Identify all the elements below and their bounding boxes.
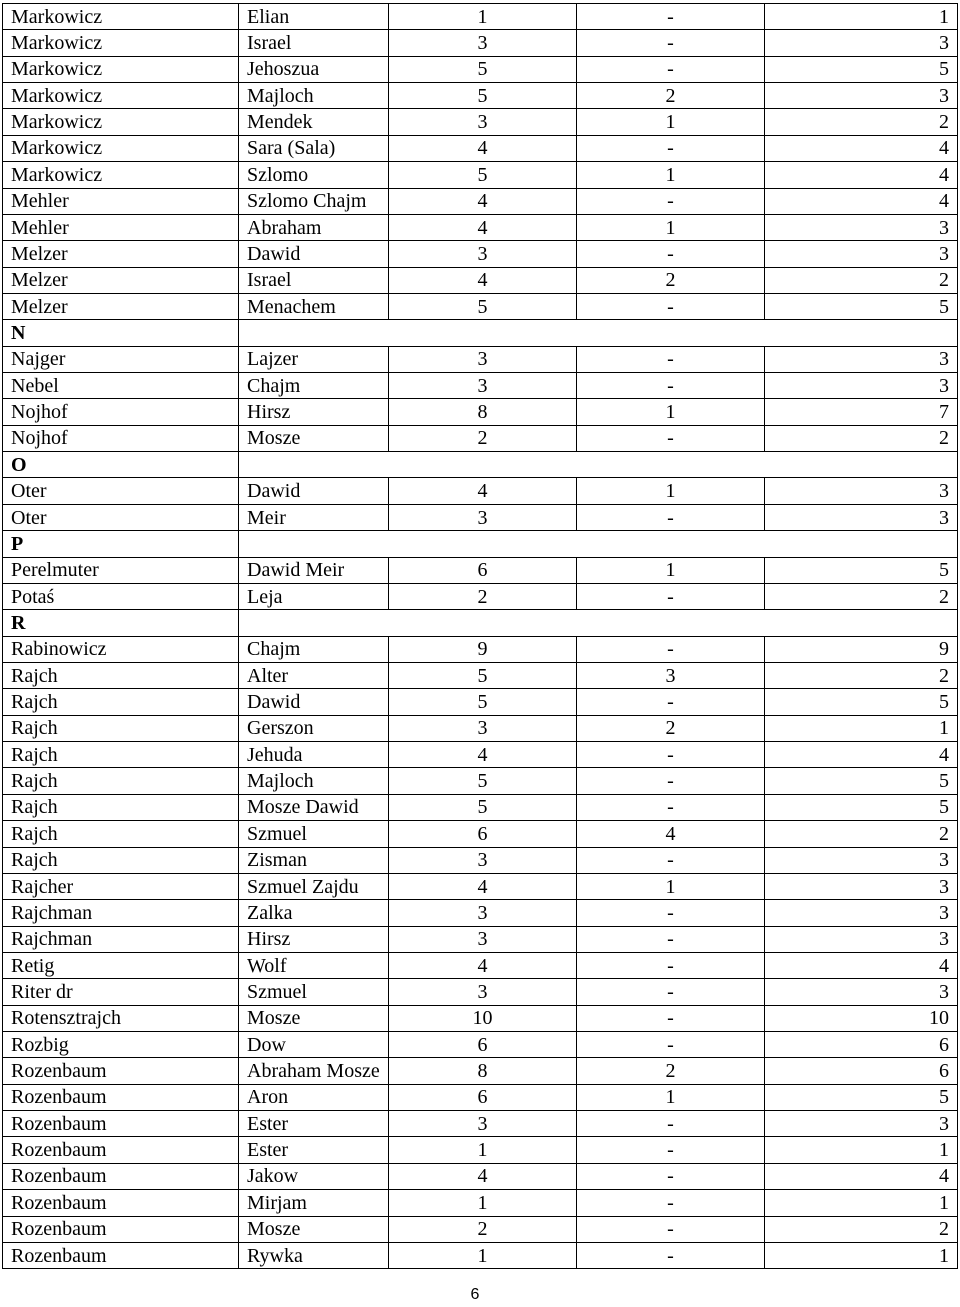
count-third-cell: 2: [765, 109, 958, 135]
given-name-cell: Jehuda: [239, 742, 389, 768]
count-second-cell: 2: [577, 715, 765, 741]
table-row: [3, 1005, 958, 1031]
given-name-cell: Israel: [239, 30, 389, 56]
count-second-cell: -: [577, 1005, 765, 1031]
count-third-cell: 3: [765, 873, 958, 899]
count-second-cell: -: [577, 1032, 765, 1058]
given-name-cell: Mendek: [239, 109, 389, 135]
count-second-cell: -: [577, 900, 765, 926]
count-second-cell: 2: [577, 267, 765, 293]
count-second-cell: 1: [577, 557, 765, 583]
table-row: [3, 293, 958, 319]
table-row: [3, 188, 958, 214]
count-total-cell: 4: [389, 952, 577, 978]
count-second-cell: -: [577, 742, 765, 768]
table-row: [3, 715, 958, 741]
section-letter-spacer: [239, 320, 958, 346]
count-third-cell: 3: [765, 504, 958, 530]
count-third-cell: 5: [765, 794, 958, 820]
count-total-cell: 5: [389, 662, 577, 688]
surname-cell: Rajch: [3, 715, 239, 741]
surname-cell: Markowicz: [3, 56, 239, 82]
count-total-cell: 1: [389, 1242, 577, 1268]
given-name-cell: Szmuel: [239, 821, 389, 847]
table-row: [3, 4, 958, 30]
count-third-cell: 3: [765, 847, 958, 873]
count-third-cell: 2: [765, 821, 958, 847]
surname-cell: Rajch: [3, 662, 239, 688]
count-third-cell: 1: [765, 1242, 958, 1268]
table-row: [3, 1163, 958, 1189]
surname-cell: Rozbig: [3, 1032, 239, 1058]
count-total-cell: 6: [389, 557, 577, 583]
table-row: [3, 847, 958, 873]
given-name-cell: Jakow: [239, 1163, 389, 1189]
count-second-cell: -: [577, 689, 765, 715]
count-third-cell: 4: [765, 162, 958, 188]
count-total-cell: 4: [389, 135, 577, 161]
count-third-cell: 3: [765, 214, 958, 240]
table-row: [3, 30, 958, 56]
given-name-cell: Zalka: [239, 900, 389, 926]
given-name-cell: Lajzer: [239, 346, 389, 372]
count-second-cell: -: [577, 952, 765, 978]
given-name-cell: Abraham Mosze: [239, 1058, 389, 1084]
given-name-cell: Szlomo Chajm: [239, 188, 389, 214]
section-letter: R: [3, 610, 239, 636]
count-second-cell: -: [577, 4, 765, 30]
count-third-cell: 4: [765, 1163, 958, 1189]
surname-cell: Potaś: [3, 583, 239, 609]
count-second-cell: 3: [577, 662, 765, 688]
count-third-cell: 2: [765, 662, 958, 688]
count-second-cell: -: [577, 373, 765, 399]
count-second-cell: -: [577, 847, 765, 873]
count-third-cell: 3: [765, 30, 958, 56]
count-second-cell: 1: [577, 399, 765, 425]
count-third-cell: 4: [765, 742, 958, 768]
surname-cell: Markowicz: [3, 135, 239, 161]
table-row: [3, 56, 958, 82]
count-third-cell: 6: [765, 1032, 958, 1058]
table-row: [3, 83, 958, 109]
surname-cell: Rozenbaum: [3, 1216, 239, 1242]
count-total-cell: 5: [389, 768, 577, 794]
count-second-cell: -: [577, 30, 765, 56]
count-second-cell: -: [577, 346, 765, 372]
surname-cell: Mehler: [3, 214, 239, 240]
given-name-cell: Majloch: [239, 768, 389, 794]
page-number: 6: [470, 1286, 480, 1303]
surname-cell: Najger: [3, 346, 239, 372]
surname-cell: Melzer: [3, 241, 239, 267]
section-letter: N: [3, 320, 239, 346]
count-third-cell: 4: [765, 952, 958, 978]
count-third-cell: 3: [765, 373, 958, 399]
count-second-cell: -: [577, 768, 765, 794]
surname-cell: Melzer: [3, 267, 239, 293]
count-total-cell: 4: [389, 1163, 577, 1189]
given-name-cell: Alter: [239, 662, 389, 688]
count-total-cell: 1: [389, 4, 577, 30]
given-name-cell: Szlomo: [239, 162, 389, 188]
table-row: [3, 214, 958, 240]
count-third-cell: 2: [765, 267, 958, 293]
surname-cell: Rozenbaum: [3, 1084, 239, 1110]
table-row: [3, 109, 958, 135]
given-name-cell: Dow: [239, 1032, 389, 1058]
count-second-cell: -: [577, 1137, 765, 1163]
count-second-cell: 1: [577, 1084, 765, 1110]
count-total-cell: 3: [389, 241, 577, 267]
table-row: [3, 926, 958, 952]
table-row: [3, 162, 958, 188]
given-name-cell: Hirsz: [239, 926, 389, 952]
count-total-cell: 3: [389, 30, 577, 56]
count-second-cell: 2: [577, 1058, 765, 1084]
table-row: [3, 135, 958, 161]
count-second-cell: -: [577, 1163, 765, 1189]
given-name-cell: Mosze: [239, 1216, 389, 1242]
count-third-cell: 3: [765, 83, 958, 109]
count-third-cell: 9: [765, 636, 958, 662]
count-total-cell: 5: [389, 293, 577, 319]
table-row: [3, 346, 958, 372]
count-third-cell: 4: [765, 135, 958, 161]
count-second-cell: 1: [577, 214, 765, 240]
count-third-cell: 6: [765, 1058, 958, 1084]
count-third-cell: 1: [765, 1190, 958, 1216]
count-third-cell: 1: [765, 1137, 958, 1163]
surname-cell: Rajcher: [3, 873, 239, 899]
given-name-cell: Menachem: [239, 293, 389, 319]
section-letter-row: [3, 320, 958, 346]
surname-cell: Rajch: [3, 794, 239, 820]
count-total-cell: 9: [389, 636, 577, 662]
surname-cell: Riter dr: [3, 979, 239, 1005]
count-total-cell: 3: [389, 900, 577, 926]
surname-cell: Rozenbaum: [3, 1111, 239, 1137]
count-second-cell: -: [577, 794, 765, 820]
count-total-cell: 3: [389, 1111, 577, 1137]
surname-cell: Rajch: [3, 742, 239, 768]
table-row: [3, 1190, 958, 1216]
given-name-cell: Sara (Sala): [239, 135, 389, 161]
surname-cell: Rozenbaum: [3, 1058, 239, 1084]
count-total-cell: 1: [389, 1137, 577, 1163]
section-letter-row: [3, 610, 958, 636]
count-total-cell: 8: [389, 399, 577, 425]
count-second-cell: -: [577, 188, 765, 214]
count-second-cell: -: [577, 979, 765, 1005]
table-row: [3, 662, 958, 688]
table-row: [3, 768, 958, 794]
section-letter-spacer: [239, 531, 958, 557]
roster-table-body: [3, 4, 958, 1269]
count-second-cell: 1: [577, 162, 765, 188]
roster-table: [2, 3, 958, 1269]
count-third-cell: 5: [765, 768, 958, 794]
count-total-cell: 4: [389, 873, 577, 899]
given-name-cell: Ester: [239, 1137, 389, 1163]
count-second-cell: -: [577, 1190, 765, 1216]
count-second-cell: -: [577, 1216, 765, 1242]
count-total-cell: 4: [389, 267, 577, 293]
count-total-cell: 5: [389, 794, 577, 820]
table-row: [3, 399, 958, 425]
count-total-cell: 3: [389, 346, 577, 372]
given-name-cell: Mosze Dawid: [239, 794, 389, 820]
count-second-cell: -: [577, 1111, 765, 1137]
given-name-cell: Szmuel: [239, 979, 389, 1005]
given-name-cell: Chajm: [239, 636, 389, 662]
surname-cell: Rotensztrajch: [3, 1005, 239, 1031]
surname-cell: Rajch: [3, 847, 239, 873]
count-second-cell: -: [577, 135, 765, 161]
given-name-cell: Gerszon: [239, 715, 389, 741]
table-row: [3, 1216, 958, 1242]
count-second-cell: -: [577, 636, 765, 662]
table-row: [3, 1137, 958, 1163]
surname-cell: Rozenbaum: [3, 1137, 239, 1163]
count-total-cell: 2: [389, 1216, 577, 1242]
count-third-cell: 1: [765, 715, 958, 741]
count-total-cell: 5: [389, 83, 577, 109]
count-total-cell: 5: [389, 162, 577, 188]
given-name-cell: Hirsz: [239, 399, 389, 425]
table-row: [3, 583, 958, 609]
count-total-cell: 10: [389, 1005, 577, 1031]
table-row: [3, 636, 958, 662]
count-total-cell: 3: [389, 847, 577, 873]
count-total-cell: 3: [389, 926, 577, 952]
table-row: [3, 873, 958, 899]
count-total-cell: 5: [389, 689, 577, 715]
table-row: [3, 557, 958, 583]
count-total-cell: 2: [389, 425, 577, 451]
given-name-cell: Israel: [239, 267, 389, 293]
table-row: [3, 794, 958, 820]
given-name-cell: Aron: [239, 1084, 389, 1110]
count-second-cell: 2: [577, 83, 765, 109]
given-name-cell: Leja: [239, 583, 389, 609]
given-name-cell: Ester: [239, 1111, 389, 1137]
surname-cell: Perelmuter: [3, 557, 239, 583]
surname-cell: Nojhof: [3, 399, 239, 425]
section-letter-row: [3, 452, 958, 478]
count-third-cell: 2: [765, 425, 958, 451]
table-row: [3, 425, 958, 451]
table-row: [3, 952, 958, 978]
surname-cell: Rabinowicz: [3, 636, 239, 662]
table-row: [3, 689, 958, 715]
surname-cell: Rozenbaum: [3, 1163, 239, 1189]
count-total-cell: 8: [389, 1058, 577, 1084]
count-second-cell: -: [577, 293, 765, 319]
surname-cell: Nebel: [3, 373, 239, 399]
count-third-cell: 5: [765, 689, 958, 715]
given-name-cell: Zisman: [239, 847, 389, 873]
count-total-cell: 3: [389, 715, 577, 741]
given-name-cell: Mosze: [239, 425, 389, 451]
table-row: [3, 241, 958, 267]
count-third-cell: 4: [765, 188, 958, 214]
count-total-cell: 4: [389, 214, 577, 240]
surname-cell: Markowicz: [3, 30, 239, 56]
count-second-cell: -: [577, 425, 765, 451]
count-total-cell: 2: [389, 583, 577, 609]
table-row: [3, 1032, 958, 1058]
surname-cell: Markowicz: [3, 83, 239, 109]
count-total-cell: 4: [389, 188, 577, 214]
count-second-cell: -: [577, 241, 765, 267]
count-second-cell: 4: [577, 821, 765, 847]
surname-cell: Mehler: [3, 188, 239, 214]
surname-cell: Retig: [3, 952, 239, 978]
count-third-cell: 3: [765, 478, 958, 504]
table-row: [3, 504, 958, 530]
table-row: [3, 1242, 958, 1268]
given-name-cell: Majloch: [239, 83, 389, 109]
count-third-cell: 2: [765, 583, 958, 609]
given-name-cell: Jehoszua: [239, 56, 389, 82]
count-total-cell: 3: [389, 373, 577, 399]
given-name-cell: Mosze: [239, 1005, 389, 1031]
count-total-cell: 6: [389, 1084, 577, 1110]
count-second-cell: 1: [577, 109, 765, 135]
count-third-cell: 1: [765, 4, 958, 30]
given-name-cell: Dawid: [239, 689, 389, 715]
section-letter-spacer: [239, 452, 958, 478]
given-name-cell: Rywka: [239, 1242, 389, 1268]
table-row: [3, 267, 958, 293]
count-second-cell: -: [577, 56, 765, 82]
count-second-cell: -: [577, 583, 765, 609]
surname-cell: Oter: [3, 478, 239, 504]
count-total-cell: 4: [389, 478, 577, 504]
count-third-cell: 3: [765, 241, 958, 267]
surname-cell: Nojhof: [3, 425, 239, 451]
surname-cell: Markowicz: [3, 109, 239, 135]
surname-cell: Rajch: [3, 821, 239, 847]
table-row: [3, 478, 958, 504]
count-third-cell: 3: [765, 979, 958, 1005]
count-third-cell: 2: [765, 1216, 958, 1242]
count-third-cell: 7: [765, 399, 958, 425]
section-letter-row: [3, 531, 958, 557]
count-third-cell: 5: [765, 1084, 958, 1110]
table-row: [3, 373, 958, 399]
given-name-cell: Abraham: [239, 214, 389, 240]
given-name-cell: Chajm: [239, 373, 389, 399]
count-total-cell: 3: [389, 979, 577, 1005]
surname-cell: Markowicz: [3, 4, 239, 30]
section-letter-spacer: [239, 610, 958, 636]
surname-cell: Rozenbaum: [3, 1190, 239, 1216]
count-total-cell: 6: [389, 821, 577, 847]
count-third-cell: 3: [765, 900, 958, 926]
surname-cell: Rozenbaum: [3, 1242, 239, 1268]
given-name-cell: Szmuel Zajdu: [239, 873, 389, 899]
count-third-cell: 5: [765, 293, 958, 319]
surname-cell: Oter: [3, 504, 239, 530]
surname-cell: Markowicz: [3, 162, 239, 188]
surname-cell: Rajchman: [3, 926, 239, 952]
count-third-cell: 3: [765, 1111, 958, 1137]
given-name-cell: Dawid Meir: [239, 557, 389, 583]
table-row: [3, 1084, 958, 1110]
table-row: [3, 900, 958, 926]
section-letter: P: [3, 531, 239, 557]
count-second-cell: -: [577, 1242, 765, 1268]
count-total-cell: 5: [389, 56, 577, 82]
table-row: [3, 1111, 958, 1137]
surname-cell: Rajchman: [3, 900, 239, 926]
count-second-cell: -: [577, 926, 765, 952]
given-name-cell: Wolf: [239, 952, 389, 978]
count-second-cell: 1: [577, 478, 765, 504]
count-second-cell: -: [577, 504, 765, 530]
count-third-cell: 3: [765, 346, 958, 372]
table-row: [3, 742, 958, 768]
count-third-cell: 5: [765, 56, 958, 82]
count-third-cell: 3: [765, 926, 958, 952]
count-total-cell: 3: [389, 109, 577, 135]
surname-cell: Rajch: [3, 768, 239, 794]
given-name-cell: Dawid: [239, 241, 389, 267]
surname-cell: Rajch: [3, 689, 239, 715]
given-name-cell: Dawid: [239, 478, 389, 504]
count-total-cell: 4: [389, 742, 577, 768]
given-name-cell: Mirjam: [239, 1190, 389, 1216]
given-name-cell: Elian: [239, 4, 389, 30]
count-total-cell: 3: [389, 504, 577, 530]
count-third-cell: 5: [765, 557, 958, 583]
count-second-cell: 1: [577, 873, 765, 899]
section-letter: O: [3, 452, 239, 478]
given-name-cell: Meir: [239, 504, 389, 530]
table-row: [3, 821, 958, 847]
count-total-cell: 6: [389, 1032, 577, 1058]
surname-cell: Melzer: [3, 293, 239, 319]
count-third-cell: 10: [765, 1005, 958, 1031]
table-row: [3, 979, 958, 1005]
count-total-cell: 1: [389, 1190, 577, 1216]
table-row: [3, 1058, 958, 1084]
